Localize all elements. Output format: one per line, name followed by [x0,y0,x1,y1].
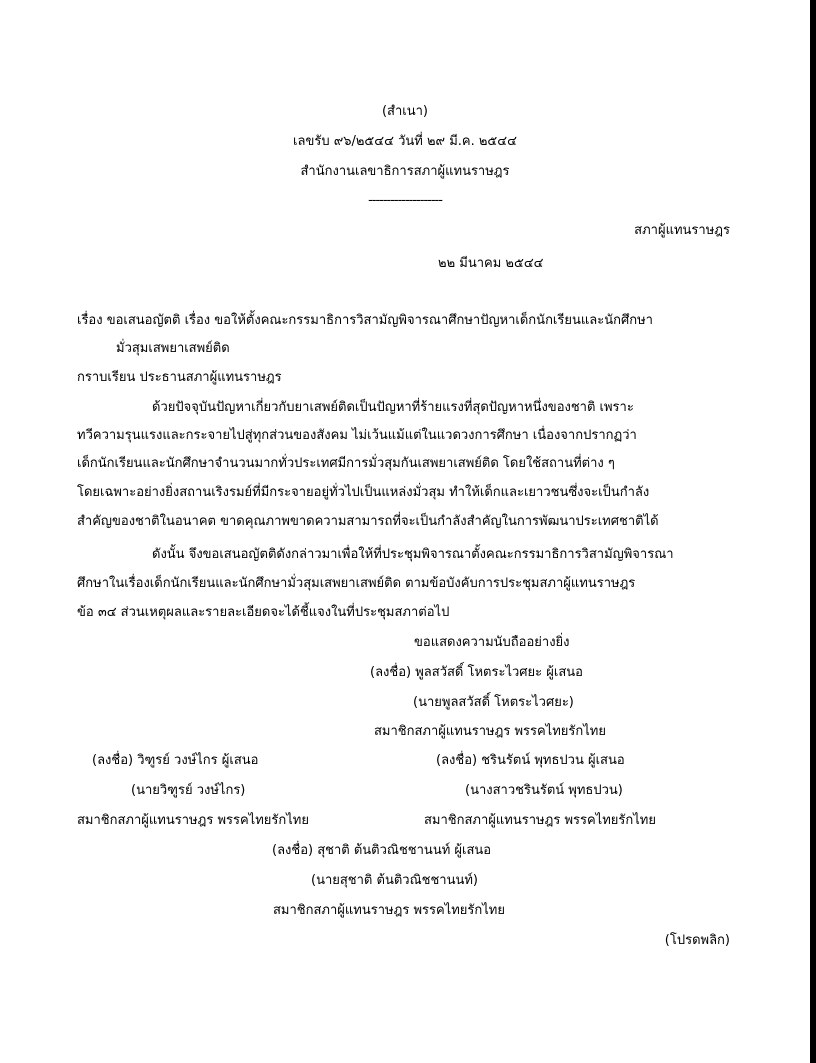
paragraph-2-line: ศึกษาในเรื่องเด็กนักเรียนและนักศึกษามั่วสุมเสพยาเสพย์ติด ตามข้อบังคับการประชุมสภาผู้แทนราษฎร [77,576,636,591]
receipt-line: เลขรับ ๙๖/๒๕๔๔ วันที่ ๒๙ มี.ค. ๒๕๔๔ [293,134,517,149]
signature-right-sign: (ลงชื่อ) ชรินรัตน์ พุทธปวน ผู้เสนอ [436,753,625,768]
paragraph-1-line: โดยเฉพาะอย่างยิ่งสถานเริงรมย์ที่มีกระจายอยู่ทั่วไปเป็นแหล่งมั่วสุม ทำให้เด็กและเยาวชนซึ่งจะเป็นกำลัง [77,485,650,500]
subject-line-1: เรื่อง ขอเสนอญัตติ เรื่อง ขอให้ตั้งคณะกรรมาธิการวิสามัญพิจารณาศึกษาปัญหาเด็กนักเรียนและนักศึกษา [77,313,653,328]
subject-line-2: มั่วสุมเสพยาเสพย์ติด [116,341,230,356]
signature-left-name: (นายวิฑูรย์ วงษ์ไกร) [131,783,246,798]
turn-over-note: (โปรดพลิก) [664,933,730,948]
signature-bottom-sign: (ลงชื่อ) สุชาติ ต้นติวณิชชานนท์ ผู้เสนอ [272,843,492,858]
paragraph-2-line: ข้อ ๓๔ ส่วนเหตุผลและรายละเอียดจะได้ชี้แจงในที่ประชุมสภาต่อไป [77,605,450,620]
office-name: สำนักงานเลขาธิการสภาผู้แทนราษฎร [300,164,510,179]
paragraph-1-line: ทวีความรุนแรงและกระจายไปสู่ทุกส่วนของสังคม ไม่เว้นแม้แต่ในแวดวงการศึกษา เนื่องจากปรากฏว่า [77,428,637,443]
letter-date: ๒๒ มีนาคม ๒๕๔๔ [438,256,544,271]
address-place: สภาผู้แทนราษฎร [634,223,730,238]
signature-bottom-position: สมาชิกสภาผู้แทนราษฎร พรรคไทยรักไทย [273,903,505,918]
paragraph-2-line: ดังนั้น จึงขอเสนอญัตติดังกล่าวมาเพื่อให้ที่ประชุมพิจารณาตั้งคณะกรรมาธิการวิสามัญพิจารณา [152,547,674,562]
signature-main-sign: (ลงชื่อ) พูลสวัสดิ์ โหตระไวศยะ ผู้เสนอ [370,665,583,680]
signature-right-position: สมาชิกสภาผู้แทนราษฎร พรรคไทยรักไทย [424,813,656,828]
paragraph-1-line: เด็กนักเรียนและนักศึกษาจำนวนมากทั่วประเทศมีการมั่วสุมกันเสพยาเสพย์ติด โดยใช้สถานที่ต่าง ๆ [77,456,615,471]
signature-right-name: (นางสาวชรินรัตน์ พุทธปวน) [465,783,623,798]
signature-left-position: สมาชิกสภาผู้แทนราษฎร พรรคไทยรักไทย [77,813,309,828]
scan-edge [810,0,816,1063]
signature-main-name: (นายพูลสวัสดิ์ โหตระไวศยะ) [413,695,574,710]
closing: ขอแสดงความนับถืออย่างยิ่ง [414,635,570,650]
paragraph-1-line: ด้วยปัจจุบันปัญหาเกี่ยวกับยาเสพย์ติดเป็นปัญหาที่ร้ายแรงที่สุดปัญหาหนึ่งของชาติ เพราะ [152,400,634,415]
paragraph-1-line: สำคัญของชาติในอนาคต ขาดคุณภาพขาดความสามารถที่จะเป็นกำลังสำคัญในการพัฒนาประเทศชาติได้ [77,514,659,529]
salutation: กราบเรียน ประธานสภาผู้แทนราษฎร [77,370,282,385]
copy-label: (สำเนา) [381,104,428,119]
signature-bottom-name: (นายสุชาติ ต้นติวณิชชานนท์) [311,873,479,888]
signature-main-position: สมาชิกสภาผู้แทนราษฎร พรรคไทยรักไทย [374,724,606,739]
separator: -------------------- [368,193,442,208]
signature-left-sign: (ลงชื่อ) วิฑูรย์ วงษ์ไกร ผู้เสนอ [92,753,259,768]
